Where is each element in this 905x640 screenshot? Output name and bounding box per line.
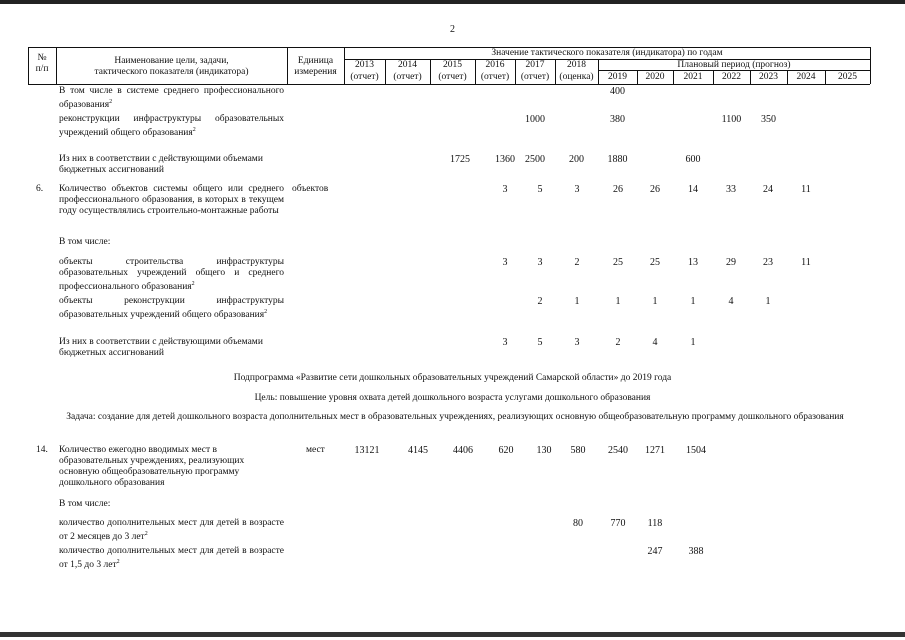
value-2014: 4145 (408, 445, 428, 456)
value-2019: 380 (610, 114, 625, 125)
row-label: объекты реконструкции инфраструктуры образовательных учреждений общего образования$^2$ (59, 296, 284, 321)
row-label: Количество ежегодно вводимых мест в образовательных учреждениях, реализующих основную общеобразовательную программу дошкольного образования (59, 445, 245, 488)
value-2018: 3 (574, 337, 580, 348)
value-2023: 350 (761, 114, 776, 125)
header-name: Наименование цели, задачи, тактического показателя (индикатора) (94, 56, 249, 77)
row-number: 14. (36, 445, 48, 455)
year-2022: 2022 (722, 72, 741, 82)
value-2019: 2540 (608, 445, 628, 456)
subprogram-title: Подпрограмма «Развитие сети дошкольных образовательных учреждений Самарской области» до 2019 года (233, 373, 672, 383)
value-2022: 1100 (721, 114, 742, 125)
value-2018: 80 (573, 518, 583, 529)
value-2023: 24 (763, 184, 773, 195)
header-values: Значение тактического показателя (индикатора) по годам (491, 48, 723, 58)
row-label: реконструкции инфраструктуры образовательных учреждений общего образования$^2$ (59, 114, 284, 139)
status-2016: (отчет) (480, 72, 510, 82)
value-2019: 400 (610, 86, 625, 97)
value-2017: 2500 (525, 154, 545, 165)
value-2015: 4406 (453, 445, 473, 456)
value-2020: 4 (652, 337, 658, 348)
year-2023: 2023 (759, 72, 778, 82)
value-2018: 2 (574, 257, 580, 268)
status-2014: (отчет) (393, 72, 422, 82)
value-2022: 33 (726, 184, 736, 195)
row-label: количество дополнительных мест для детей в возрасте от 1,5 до 3 лет$^2$ (59, 546, 284, 571)
value-2021: 600 (685, 154, 701, 165)
status-2018: (оценка) (559, 72, 594, 82)
task-text: Задача: создание для детей дошкольного возраста дополнительных мест в образовательных учреждениях, реализующих основную общеобразовательную программу дошкольного образования (66, 412, 844, 422)
goal-text: Цель: повышение уровня охвата детей дошкольного возраста услугами дошкольного образования (254, 393, 651, 403)
value-2023: 23 (763, 257, 773, 268)
value-2021: 13 (688, 257, 698, 268)
value-2016: 3 (502, 184, 508, 195)
value-2022: 29 (726, 257, 736, 268)
status-2015: (отчет) (438, 72, 467, 82)
value-2019: 1880 (607, 154, 628, 165)
year-2015: 2015 (443, 60, 462, 70)
row-label: объекты строительства инфраструктуры образовательных учреждений общего и среднего профессионального образования$^2$ (59, 257, 284, 293)
value-2020: 1 (652, 296, 658, 307)
value-2024: 11 (801, 257, 811, 268)
value-2017: 3 (537, 257, 543, 268)
header-unit: Единица измерения (294, 56, 337, 77)
value-2019: 25 (613, 257, 623, 268)
value-2018: 1 (574, 296, 580, 307)
value-2019: 1 (615, 296, 621, 307)
value-2019: 26 (613, 184, 623, 195)
row-label: В том числе в системе среднего профессионального образования$^2$ (59, 86, 284, 111)
value-2018: 580 (570, 445, 586, 456)
status-2017: (отчет) (520, 72, 550, 82)
year-2024: 2024 (796, 72, 816, 82)
header-num: № п/п (35, 53, 49, 74)
value-2016: 3 (502, 257, 508, 268)
row-number: 6. (36, 184, 44, 194)
year-2013: 2013 (355, 60, 374, 70)
value-2019: 2 (615, 337, 621, 348)
year-2019: 2019 (608, 72, 627, 82)
row-label: Из них в соответствии с действующими объемами бюджетных ассигнований (59, 154, 263, 175)
value-2021: 1504 (686, 445, 706, 456)
including-label: В том числе: (59, 237, 111, 247)
value-2016: 1360 (495, 154, 515, 165)
including-label-2: В том числе: (59, 499, 111, 509)
value-2021: 1 (690, 337, 696, 348)
row-unit: мест (306, 445, 325, 455)
header-plan: Плановый период (прогноз) (677, 60, 791, 70)
year-2018: 2018 (567, 60, 586, 70)
year-2016: 2016 (485, 60, 505, 70)
row-unit: объектов (292, 184, 329, 194)
value-2016: 620 (498, 445, 514, 456)
year-2025: 2025 (838, 72, 857, 82)
value-2021: 1 (690, 296, 696, 307)
value-2018: 3 (574, 184, 580, 195)
year-2017: 2017 (525, 60, 545, 70)
row-label: количество дополнительных мест для детей в возрасте от 2 месяцев до 3 лет$^2$ (59, 518, 284, 543)
value-2016: 3 (502, 337, 508, 348)
value-2021: 14 (688, 184, 698, 195)
value-2013: 13121 (354, 445, 380, 456)
value-2017: 5 (537, 337, 543, 348)
row-label: Количество объектов системы общего или среднего профессионального образования, в которых в текущем году осуществлялись строительно-монтажные работы (59, 184, 284, 216)
status-2013: (отчет) (350, 72, 379, 82)
value-2021: 388 (688, 546, 704, 557)
year-2021: 2021 (683, 72, 703, 82)
row-label: Из них в соответствии с действующими объемами бюджетных ассигнований (59, 337, 263, 358)
value-2018: 200 (569, 154, 584, 165)
year-2014: 2014 (398, 60, 417, 70)
value-2023: 1 (765, 296, 771, 307)
value-2017: 1000 (525, 114, 545, 125)
value-2017: 5 (537, 184, 543, 195)
page-number: 2 (450, 24, 455, 35)
value-2017: 2 (537, 296, 543, 307)
value-2020: 1271 (645, 445, 665, 456)
scan-top-edge (0, 0, 905, 4)
value-2017: 130 (536, 445, 552, 456)
value-2024: 11 (801, 184, 811, 195)
scan-bottom-edge (0, 632, 905, 637)
value-2020: 247 (647, 546, 663, 557)
value-2022: 4 (728, 296, 734, 307)
year-2020: 2020 (645, 72, 665, 82)
value-2015: 1725 (450, 154, 470, 165)
value-2020: 25 (650, 257, 660, 268)
value-2020: 118 (647, 518, 663, 529)
value-2019: 770 (610, 518, 626, 529)
value-2020: 26 (650, 184, 660, 195)
